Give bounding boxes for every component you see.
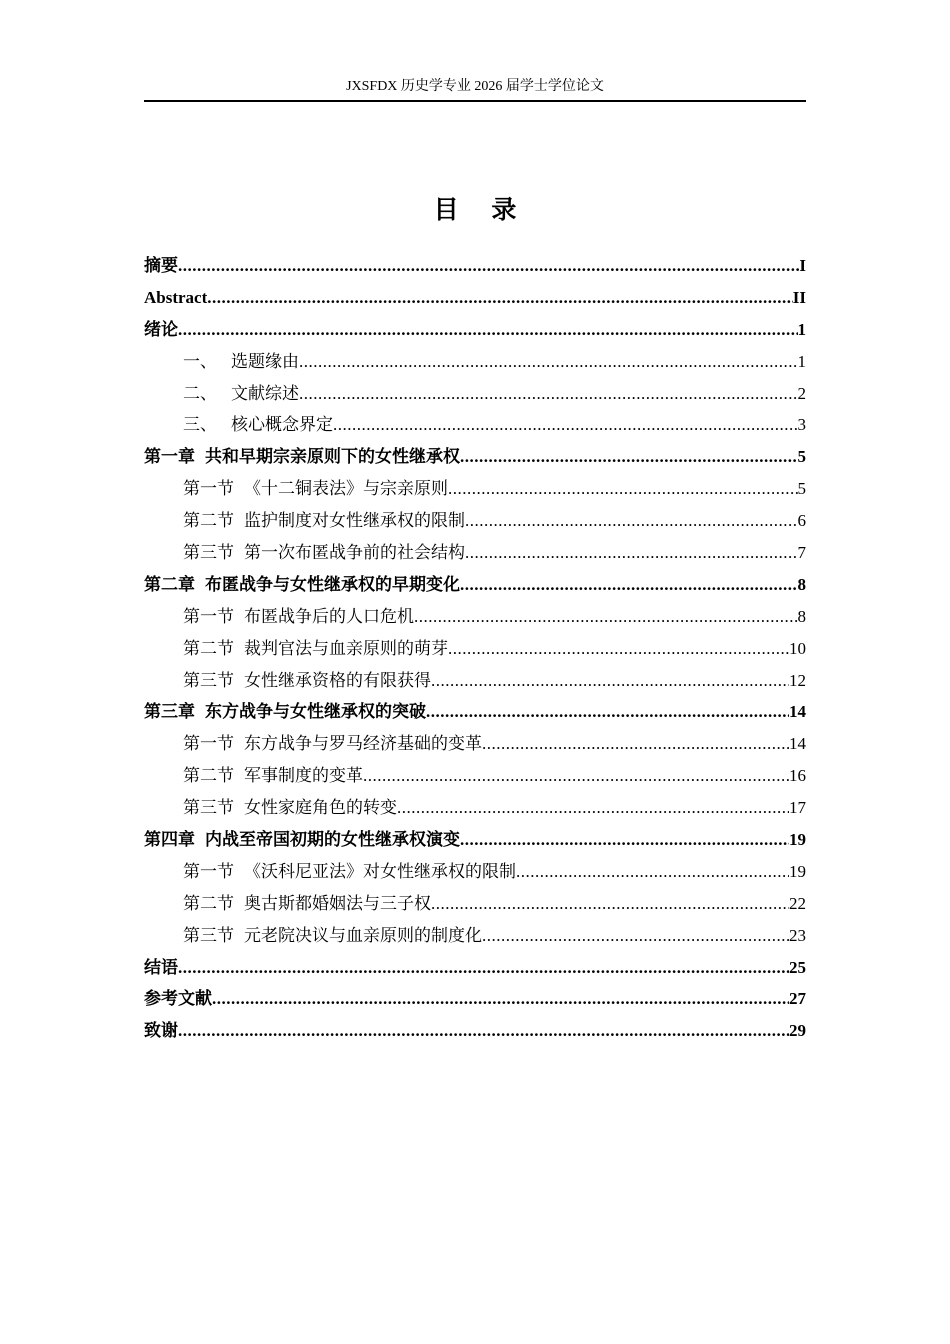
toc-entry-page: 17 (789, 798, 806, 818)
toc-entry-label (183, 505, 465, 536)
toc-entry-page: I (799, 256, 806, 275)
toc-entry[interactable] (144, 569, 806, 601)
toc-entry-title: 《十二铜表法》与宗亲原则 (244, 479, 448, 499)
toc-entry-title: 参考文献 (144, 989, 212, 1009)
toc-entry[interactable] (144, 1015, 806, 1047)
toc-entry-label (183, 665, 431, 696)
dot-leader (460, 441, 798, 472)
toc-entry-number: 第三节 (183, 798, 234, 818)
dot-leader (333, 409, 798, 440)
dot-leader (465, 505, 798, 536)
dot-leader (431, 665, 789, 696)
dot-leader (448, 633, 789, 664)
toc-entry-page: 12 (789, 670, 806, 690)
toc-entry-label (183, 473, 448, 504)
dot-leader (460, 569, 798, 600)
toc-entry-number: 第三节 (183, 543, 234, 563)
dot-leader (299, 378, 798, 409)
toc-entry[interactable] (144, 792, 806, 824)
toc-entry-number: 第一节 (183, 734, 234, 754)
dot-leader (207, 282, 793, 313)
toc-entry-title: 布匿战争与女性继承权的早期变化 (205, 574, 460, 594)
toc-entry-label (183, 856, 516, 887)
toc-entry-label (183, 346, 299, 377)
toc-entry[interactable] (144, 920, 806, 952)
toc-entry-title: 致谢 (144, 1021, 178, 1041)
toc-entry-title: 军事制度的变革 (244, 766, 363, 786)
toc-entry-page: 8 (797, 606, 806, 626)
toc-entry-title: 东方战争与罗马经济基础的变革 (244, 734, 482, 754)
toc-entry-label (183, 601, 414, 632)
toc-entry-page: 25 (789, 957, 806, 977)
toc-entry[interactable] (144, 665, 806, 697)
toc-entry-page: 19 (789, 830, 806, 850)
toc-entry-label (144, 952, 178, 983)
toc-entry[interactable] (144, 888, 806, 920)
toc-entry-title: 元老院决议与血亲原则的制度化 (244, 925, 482, 945)
toc-entry[interactable] (144, 728, 806, 760)
toc-entry-number: 一、 (183, 351, 217, 371)
toc-entry-page: 7 (797, 543, 806, 563)
toc-entry-page: 14 (789, 734, 806, 754)
dot-leader (363, 760, 789, 791)
toc-entry[interactable] (144, 633, 806, 665)
dot-leader (178, 314, 798, 345)
dot-leader (299, 346, 798, 377)
toc-entry[interactable] (144, 952, 806, 984)
toc-entry-label (183, 633, 448, 664)
toc-entry-title: 布匿战争后的人口危机 (244, 606, 414, 626)
toc-entry-title: 共和早期宗亲原则下的女性继承权 (205, 447, 460, 467)
dot-leader (482, 728, 789, 759)
toc-entry[interactable] (144, 282, 806, 314)
toc-entry-label (144, 314, 178, 345)
toc-entry-page: 10 (789, 638, 806, 658)
toc-entry-number: 第二章 (144, 574, 195, 594)
toc-entry-page: 5 (797, 479, 806, 499)
toc-entry-label (183, 378, 299, 409)
toc-entry-page: 22 (789, 893, 806, 913)
toc-entry-page: 6 (797, 511, 806, 531)
dot-leader (178, 250, 799, 281)
toc-entry-title: 绪论 (144, 319, 178, 339)
dot-leader (465, 537, 798, 568)
toc-entry-page: 29 (789, 1021, 806, 1041)
toc-entry-page: 1 (797, 351, 806, 371)
toc-entry-number: 第一章 (144, 447, 195, 467)
toc-entry-number: 第二节 (183, 511, 234, 531)
toc-entry[interactable] (144, 473, 806, 505)
toc-entry-label (144, 824, 460, 855)
running-header: JXSFDX 历史学专业 2026 届学士学位论文 (346, 79, 604, 94)
toc-entry[interactable] (144, 856, 806, 888)
dot-leader (212, 983, 789, 1014)
toc-entry-label (183, 920, 482, 951)
toc-entry-label (183, 537, 465, 568)
toc-entry[interactable] (144, 760, 806, 792)
toc-title: 目 录 (433, 195, 529, 224)
toc-entry[interactable] (144, 696, 806, 728)
toc-entry[interactable] (144, 409, 806, 441)
toc-entry-title: 选题缘由 (231, 351, 299, 371)
toc-entry[interactable] (144, 601, 806, 633)
toc-entry-title: 第一次布匿战争前的社会结构 (244, 543, 465, 563)
toc-entry-number: 二、 (183, 383, 217, 403)
header-rule (144, 100, 806, 102)
toc-entry-page: 5 (797, 447, 806, 467)
toc-entry-number: 第四章 (144, 830, 195, 850)
toc-entry-label (183, 760, 363, 791)
toc-entry-title: 摘要 (144, 256, 178, 275)
toc-entry-page: 1 (797, 319, 806, 339)
table-of-contents (144, 250, 806, 1047)
dot-leader (516, 856, 789, 887)
toc-entry-title: 监护制度对女性继承权的限制 (244, 511, 465, 531)
dot-leader (460, 824, 789, 855)
toc-entry-number: 第一节 (183, 861, 234, 881)
toc-entry-title: 东方战争与女性继承权的突破 (205, 702, 426, 722)
dot-leader (448, 473, 798, 504)
toc-entry-number: 第一节 (183, 606, 234, 626)
dot-leader (397, 792, 789, 823)
toc-entry-number: 第三章 (144, 702, 195, 722)
toc-entry-title: 裁判官法与血亲原则的萌芽 (244, 638, 448, 658)
toc-entry[interactable] (144, 983, 806, 1015)
toc-entry[interactable] (144, 441, 806, 473)
toc-entry-title: 女性继承资格的有限获得 (244, 670, 431, 690)
toc-entry-page: 16 (789, 766, 806, 786)
toc-entry-label (144, 441, 460, 472)
toc-entry-label (144, 696, 426, 727)
toc-entry-title: 奥古斯都婚姻法与三子权 (244, 893, 431, 913)
toc-entry-title: 内战至帝国初期的女性继承权演变 (205, 830, 460, 850)
toc-entry[interactable] (144, 505, 806, 537)
dot-leader (414, 601, 798, 632)
dot-leader (431, 888, 789, 919)
toc-entry-title: Abstract (144, 287, 208, 307)
toc-entry-number: 第二节 (183, 638, 234, 658)
toc-entry-page: 14 (789, 702, 806, 722)
dot-leader (178, 952, 789, 983)
toc-entry-title: 女性家庭角色的转变 (244, 798, 397, 818)
toc-entry-page: II (792, 287, 806, 307)
toc-entry-title: 核心概念界定 (231, 415, 333, 435)
toc-entry-label (144, 569, 460, 600)
toc-entry[interactable] (144, 314, 806, 346)
toc-entry-title: 结语 (144, 957, 178, 977)
toc-entry[interactable] (144, 378, 806, 410)
toc-entry-label (144, 282, 207, 313)
toc-entry-number: 第三节 (183, 925, 234, 945)
toc-entry-number: 第一节 (183, 479, 234, 499)
toc-entry-label (144, 250, 178, 281)
toc-entry-label (144, 983, 212, 1014)
dot-leader (426, 696, 789, 727)
toc-entry-number: 第二节 (183, 766, 234, 786)
toc-entry-title: 《沃科尼亚法》对女性继承权的限制 (244, 861, 516, 881)
toc-entry[interactable] (144, 250, 806, 282)
dot-leader (178, 1015, 789, 1046)
toc-entry-number: 第三节 (183, 670, 234, 690)
toc-entry-label (144, 1015, 178, 1046)
toc-entry-page: 2 (797, 383, 806, 403)
toc-entry-page: 23 (789, 925, 806, 945)
toc-entry-title: 文献综述 (231, 383, 299, 403)
toc-entry[interactable] (144, 537, 806, 569)
toc-entry-page: 3 (797, 415, 806, 435)
toc-entry-number: 第二节 (183, 893, 234, 913)
toc-entry[interactable] (144, 346, 806, 378)
toc-entry-number: 三、 (183, 415, 217, 435)
toc-entry-label (183, 888, 431, 919)
toc-entry-label (183, 409, 333, 440)
toc-entry-label (183, 728, 482, 759)
toc-entry-page: 19 (789, 861, 806, 881)
dot-leader (482, 920, 789, 951)
toc-entry[interactable] (144, 824, 806, 856)
toc-entry-label (183, 792, 397, 823)
toc-entry-page: 27 (789, 989, 806, 1009)
toc-entry-page: 8 (797, 574, 806, 594)
